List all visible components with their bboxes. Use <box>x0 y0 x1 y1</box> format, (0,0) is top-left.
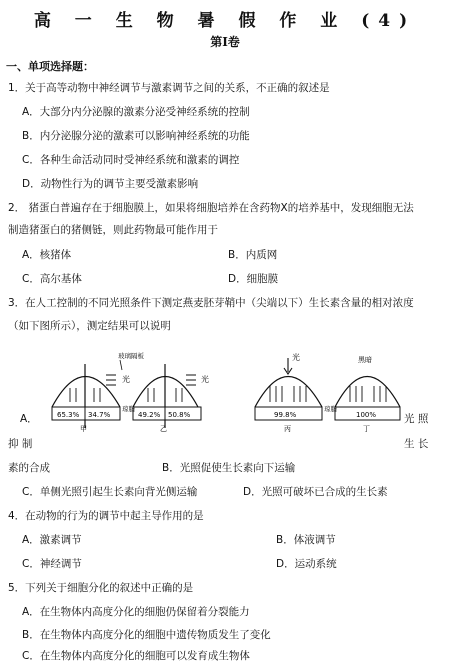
q3-option-a-line-2-left: 抑 制 <box>8 438 33 450</box>
q4-option-a: A．激素调节 <box>22 534 82 546</box>
q3-option-b: B．光照促使生长素向下运输 <box>162 462 296 474</box>
agar-label-1: 琼脂 <box>122 405 135 413</box>
page-title: 高 一 生 物 暑 假 作 业 (4) <box>33 11 417 31</box>
q1-stem: 1．关于高等动物中神经调节与激素调节之间的关系，不正确的叙述是 <box>8 82 330 94</box>
coleoptile-ding <box>335 377 400 408</box>
q4-option-d: D．运动系统 <box>276 558 337 570</box>
label-bing: 丙 <box>284 425 291 433</box>
q3-option-a-label: A． <box>20 413 38 425</box>
jia-left-value: 65.3% <box>57 411 80 419</box>
q2-stem-line-2: 制造猪蛋白的猪侧链，则此药物最可能作用于 <box>8 224 218 236</box>
yi-left-value: 49.2% <box>138 411 161 419</box>
figure-bing-ding <box>255 352 400 433</box>
q5-option-b: B．在生物体内高度分化的细胞中遗传物质发生了变化 <box>22 629 271 641</box>
q2-option-d: D．细胞膜 <box>228 273 279 285</box>
q1-option-b: B．内分泌腺分泌的激素可以影响神经系统的功能 <box>22 130 250 142</box>
light-label-jia: 光 <box>122 375 130 384</box>
q2-option-b: B．内质网 <box>228 249 278 261</box>
q4-option-c: C．神经调节 <box>22 558 82 570</box>
q4-option-b: B．体液调节 <box>276 534 336 546</box>
section-heading: 一、单项选择题： <box>6 60 94 73</box>
dark-label: 黑暗 <box>358 356 372 364</box>
section-volume-title: 第Ⅰ卷 <box>210 35 240 49</box>
q3-option-a-right: 光 照 <box>404 413 429 425</box>
q2-option-a: A．核猪体 <box>22 249 72 261</box>
q3-option-a-line-3: 素的合成 <box>8 462 50 474</box>
jia-right-value: 34.7% <box>88 411 111 419</box>
q5-stem: 5．下列关于细胞分化的叙述中正确的是 <box>8 582 194 594</box>
label-jia: 甲 <box>80 425 87 433</box>
q3-stem-line-2: （如下图所示），测定结果可以说明 <box>8 320 171 332</box>
q1-option-d: D．动物性行为的调节主要受激素影响 <box>22 178 199 190</box>
q5-option-a: A．在生物体内高度分化的细胞仍保留着分裂能力 <box>22 606 250 618</box>
q2-stem-line-1: 2． 猪蛋白普遍存在于细胞膜上，如果将细胞培养在含药物X的培养基中，发现细胞无法 <box>8 202 414 214</box>
label-ding: 丁 <box>363 425 370 433</box>
light-label-yi: 光 <box>201 375 209 384</box>
q1-option-c: C．各种生命活动同时受神经系统和激素的调控 <box>22 154 240 166</box>
label-yi: 乙 <box>160 425 167 433</box>
q5-option-c: C．在生物体内高度分化的细胞可以发育成生物体 <box>22 650 250 662</box>
q2-option-c: C．高尔基体 <box>22 273 82 285</box>
q3-option-d: D．光照可破坏已合成的生长素 <box>243 486 388 498</box>
yi-right-value: 50.8% <box>168 411 191 419</box>
q4-stem: 4．在动物的行为的调节中起主导作用的是 <box>8 510 204 522</box>
q3-stem-line-1: 3．在人工控制的不同光照条件下测定燕麦胚芽鞘中（尖端以下）生长素含量的相对浓度 <box>8 297 414 309</box>
glass-label: 玻璃隔板 <box>118 352 144 360</box>
q3-option-c: C．单侧光照引起生长素向背光侧运输 <box>22 486 198 498</box>
coleoptile-figure <box>30 350 420 440</box>
light-label-bing: 光 <box>292 353 300 362</box>
q3-option-a-line-2-right: 生 长 <box>404 438 429 450</box>
figure-jia-yi <box>52 351 209 433</box>
ding-value: 100% <box>356 411 377 419</box>
coleoptile-bing <box>255 377 322 408</box>
bing-value: 99.8% <box>274 411 297 419</box>
coleoptile-jia <box>52 377 120 408</box>
agar-label-2: 琼脂 <box>324 405 337 413</box>
q1-option-a: A．大部分内分泌腺的激素分泌受神经系统的控制 <box>22 106 250 118</box>
